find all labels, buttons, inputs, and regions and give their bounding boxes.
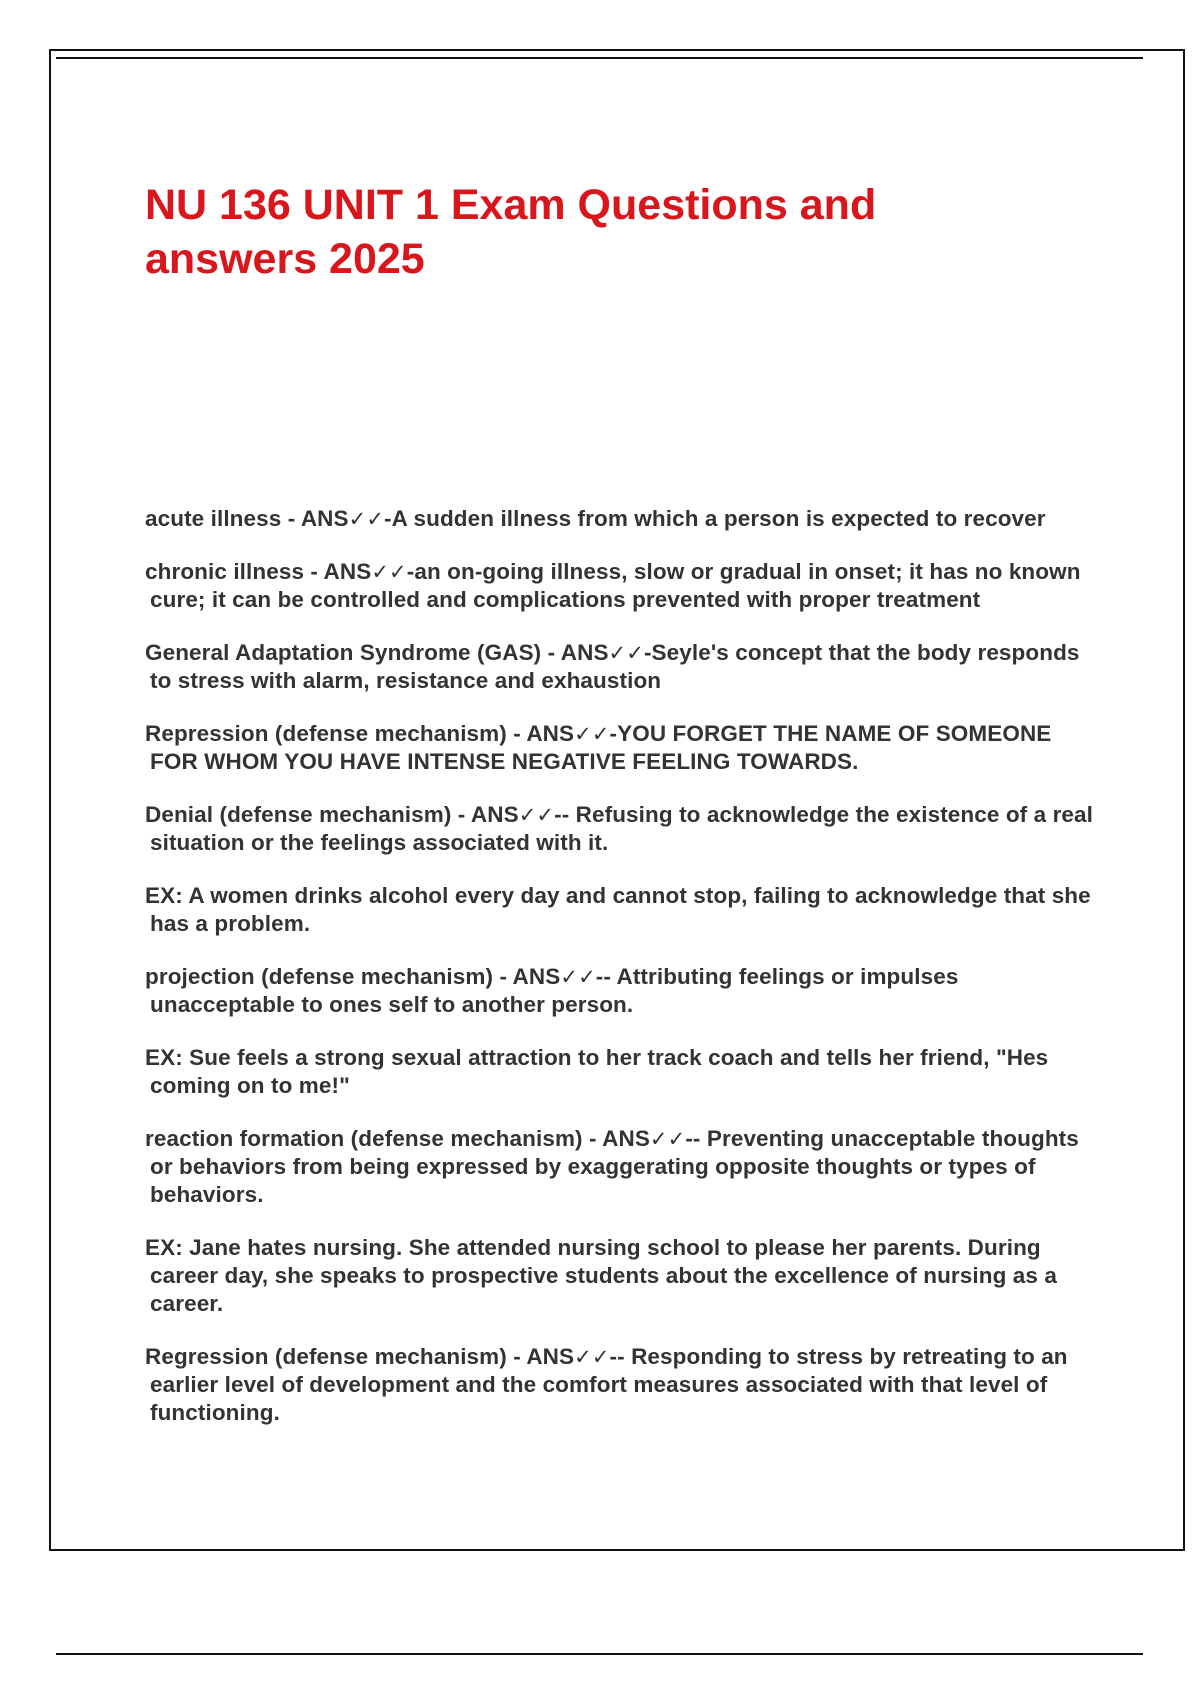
entry-term: projection (defense mechanism) bbox=[145, 964, 494, 989]
check-icon: ✓ bbox=[578, 965, 596, 989]
check-icon: ✓ bbox=[518, 803, 537, 827]
check-icon: ✓ bbox=[348, 507, 367, 531]
check-icon: ✓ bbox=[560, 965, 579, 989]
entry-denial-example: EX: A women drinks alcohol every day and cannot stop, failing to acknowledge that she has a problem. bbox=[145, 883, 1091, 936]
document-title: NU 136 UNIT 1 Exam Questions and answers 2025 bbox=[145, 181, 877, 283]
check-icon: ✓ bbox=[649, 1127, 668, 1151]
entry-acute-illness: acute illness - ANS✓✓-A sudden illness from which a person is expected to recover bbox=[145, 506, 1046, 531]
entry-answer: -Seyle's concept that the body responds to stress with alarm, resistance and exhaustion bbox=[150, 640, 1080, 693]
entry-term: Repression (defense mechanism) bbox=[145, 721, 507, 746]
check-icon: ✓ bbox=[366, 507, 385, 531]
check-icon: ✓ bbox=[574, 1345, 592, 1369]
check-icon: ✓ bbox=[591, 722, 610, 746]
entry-answer: -A sudden illness from which a person is expected to recover bbox=[384, 506, 1046, 531]
entry-denial: Denial (defense mechanism) - ANS✓✓-- Refusing to acknowledge the existence of a real situation or the feelings associated with it. bbox=[145, 802, 1094, 855]
entry-answer: -- Refusing to acknowledge the existence of a real situation or the feelings associated with it. bbox=[150, 802, 1094, 855]
entry-regression: Regression (defense mechanism) - ANS✓✓-- Responding to stress by retreating to an earlier level of development and the comfort measures associated with that level of functioning. bbox=[145, 1344, 1068, 1425]
check-icon: ✓ bbox=[608, 641, 627, 665]
entry-term: acute illness bbox=[145, 506, 282, 531]
entry-projection-example: EX: Sue feels a strong sexual attraction to her track coach and tells her friend, "Hes coming on to me!" bbox=[145, 1045, 1049, 1098]
entry-gas: General Adaptation Syndrome (GAS) - ANS✓✓-Seyle's concept that the body responds to stress with alarm, resistance and exhaustion bbox=[145, 640, 1080, 693]
entry-term: Denial (defense mechanism) bbox=[145, 802, 452, 827]
check-icon: ✓ bbox=[667, 1127, 686, 1151]
entry-term: Regression (defense mechanism) bbox=[145, 1344, 507, 1369]
entry-answer: -- Responding to stress by retreating to an earlier level of development and the comfort measures associated with that level of functioning. bbox=[150, 1344, 1068, 1425]
entry-answer: -- Preventing unacceptable thoughts or behaviors from being expressed by exaggerating opposite thoughts or types of behaviors. bbox=[150, 1126, 1079, 1207]
check-icon: ✓ bbox=[371, 560, 390, 584]
check-icon: ✓ bbox=[626, 641, 644, 665]
entry-reaction-formation: reaction formation (defense mechanism) - ANS✓✓-- Preventing unacceptable thoughts or behaviors from being expressed by exaggerating opposite thoughts or types of behaviors. bbox=[145, 1126, 1079, 1207]
entry-repression: Repression (defense mechanism) - ANS✓✓-YOU FORGET THE NAME OF SOMEONE FOR WHOM YOU HAVE INTENSE NEGATIVE FEELING TOWARDS. bbox=[145, 721, 1052, 774]
entry-term: chronic illness bbox=[145, 559, 305, 584]
check-icon: ✓ bbox=[591, 1345, 610, 1369]
entry-reaction-formation-example: EX: Jane hates nursing. She attended nursing school to please her parents. During career day, she speaks to prospective students about the excellence of nursing as a career. bbox=[145, 1235, 1057, 1316]
entry-answer: -YOU FORGET THE NAME OF SOMEONE FOR WHOM YOU HAVE INTENSE NEGATIVE FEELING TOWARDS. bbox=[150, 721, 1052, 774]
entry-answer: -- Attributing feelings or impulses unacceptable to ones self to another person. bbox=[150, 964, 959, 1017]
entry-chronic-illness: chronic illness - ANS✓✓-an on-going illness, slow or gradual in onset; it has no known cure; it can be controlled and complications prevented with proper treatment bbox=[145, 559, 1081, 612]
check-icon: ✓ bbox=[389, 560, 407, 584]
entry-projection: projection (defense mechanism) - ANS✓✓-- Attributing feelings or impulses unacceptable to ones self to another person. bbox=[145, 964, 959, 1017]
entry-term: reaction formation (defense mechanism) bbox=[145, 1126, 583, 1151]
top-rule bbox=[56, 57, 1143, 59]
check-icon: ✓ bbox=[536, 803, 555, 827]
entry-term: General Adaptation Syndrome (GAS) bbox=[145, 640, 542, 665]
entry-answer: -an on-going illness, slow or gradual in onset; it has no known cure; it can be controlled and complications prevented with proper treatment bbox=[150, 559, 1081, 612]
entries-list bbox=[145, 505, 1105, 1452]
check-icon: ✓ bbox=[574, 722, 592, 746]
bottom-rule bbox=[56, 1653, 1143, 1655]
